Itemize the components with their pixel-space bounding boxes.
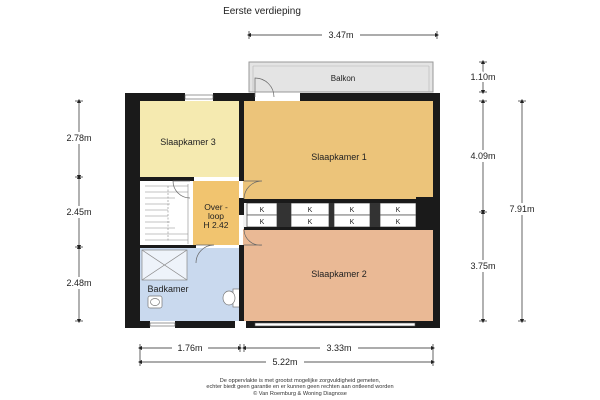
badkamer-label: Badkamer bbox=[147, 284, 189, 294]
sink bbox=[148, 296, 162, 308]
closet-k-1: K bbox=[259, 207, 265, 214]
closet-k-4: K bbox=[307, 219, 313, 226]
closet-k-8: K bbox=[395, 219, 401, 226]
stairwell bbox=[140, 181, 193, 248]
dim-left-bottom: 2.48m bbox=[66, 278, 92, 288]
slaapkamer-1-label: Slaapkamer 1 bbox=[311, 152, 367, 162]
overloop-label-line2: loop bbox=[207, 211, 225, 221]
closet-k-2: K bbox=[259, 219, 265, 226]
floor-title: Eerste verdieping bbox=[223, 6, 301, 17]
disclaimer-line-1: De oppervlakte is met grootst mogelijke zorgvuldigheid gemeten, bbox=[219, 378, 381, 384]
dim-top-width: 3.47m bbox=[328, 30, 354, 40]
shower bbox=[142, 250, 187, 280]
overloop-label-line1: Over - bbox=[204, 202, 228, 212]
closet-k-6: K bbox=[349, 219, 355, 226]
dim-left-top: 2.78m bbox=[66, 133, 92, 143]
dim-bottom-total: 5.22m bbox=[272, 357, 298, 367]
dim-left-middle: 2.45m bbox=[66, 207, 92, 217]
dim-right-total: 7.91m bbox=[509, 204, 535, 214]
dim-bottom-right: 3.33m bbox=[326, 343, 352, 353]
disclaimer-line-3: © Van Roemburg & Woning Diagnose bbox=[253, 390, 347, 397]
disclaimer-line-2: echter biedt geen garantie en er kunnen geen rechten aan ontleend worden bbox=[206, 384, 394, 391]
dim-right-lower: 3.75m bbox=[470, 261, 496, 271]
overloop-height-label: H 2.42 bbox=[203, 220, 229, 230]
dim-bottom-left: 1.76m bbox=[177, 343, 203, 353]
balkon-label: Balkon bbox=[330, 74, 356, 83]
slaapkamer-3-label: Slaapkamer 3 bbox=[160, 137, 216, 147]
closet-k-5: K bbox=[349, 207, 355, 214]
slaapkamer-2-label: Slaapkamer 2 bbox=[311, 269, 367, 279]
closet-k-3: K bbox=[307, 207, 313, 214]
slaapkamer-1 bbox=[243, 101, 433, 201]
dim-balkon-depth: 1.10m bbox=[470, 72, 496, 82]
dim-right-upper: 4.09m bbox=[470, 151, 496, 161]
disclaimer bbox=[150, 378, 450, 397]
closet-k-7: K bbox=[395, 207, 401, 214]
